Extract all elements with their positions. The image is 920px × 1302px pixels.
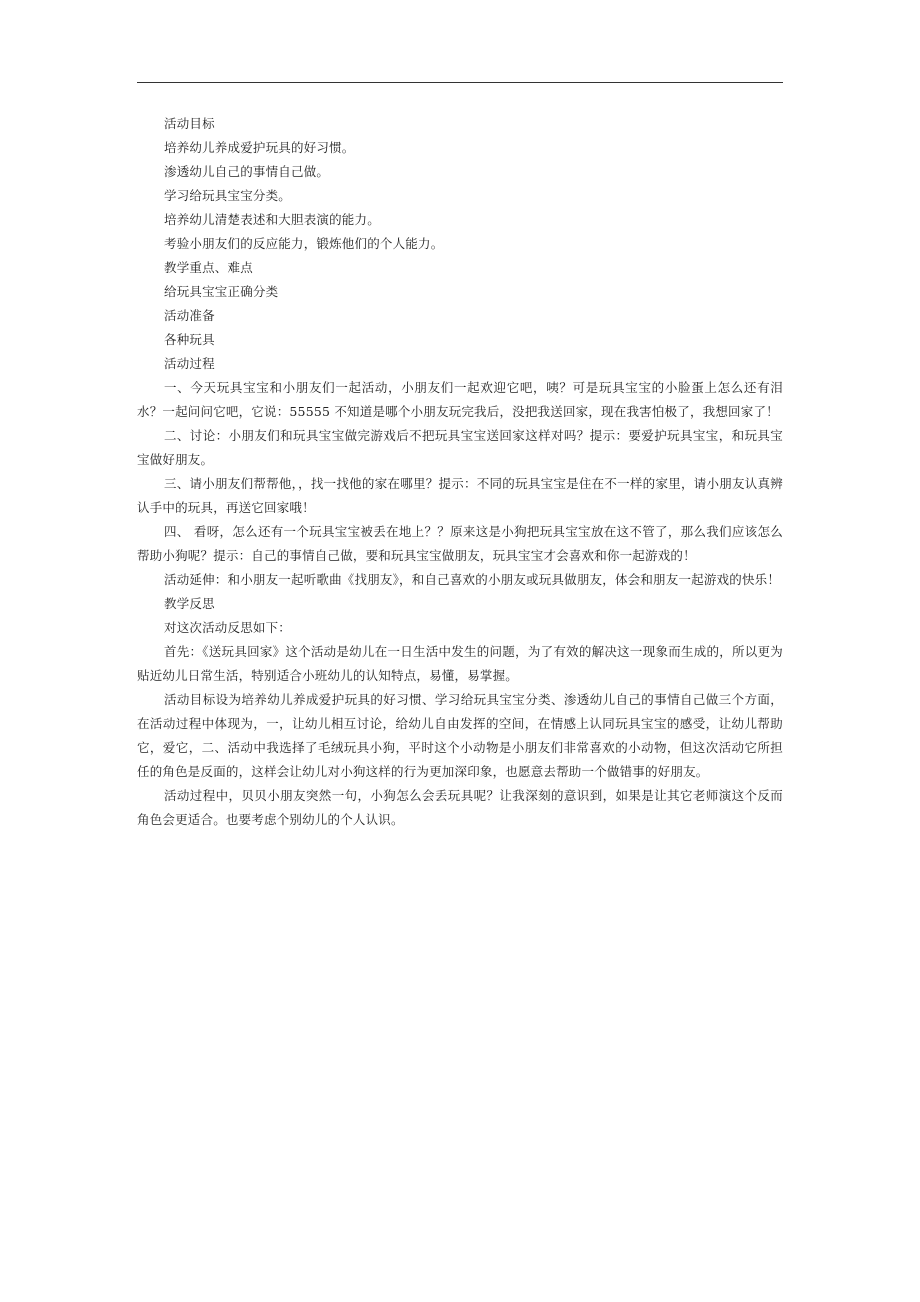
- reflection-paragraph: 活动过程中，贝贝小朋友突然一句，小狗怎么会丢玩具呢？让我深刻的意识到，如果是让其它老师演这个反而角色会更适合。也要考虑个别幼儿的个人认识。: [137, 788, 783, 827]
- preparation-text: 各种玩具: [164, 332, 215, 347]
- goal-item: 渗透幼儿自己的事情自己做。: [164, 164, 330, 179]
- process-step-1: 一、今天玩具宝宝和小朋友们一起活动，小朋友们一起欢迎它吧，咦？可是玩具宝宝的小脸蛋上怎么还有泪水？一起问问它吧，它说：55555 不知道是哪个小朋友玩完我后，没把我送回家，现在我害怕极了，我想回家了！: [137, 380, 783, 419]
- key-point-text: 给玩具宝宝正确分类: [164, 284, 279, 299]
- reflection-intro: 对这次活动反思如下：: [164, 620, 292, 635]
- heading-reflection: 教学反思: [164, 596, 215, 611]
- process-step-3: 三、请小朋友们帮帮他，，找一找他的家在哪里？提示：不同的玩具宝宝是住在不一样的家里，请小朋友认真辨认手中的玩具，再送它回家哦！: [137, 476, 783, 515]
- heading-activity-goals: 活动目标: [164, 116, 215, 131]
- reflection-paragraph: 活动目标设为培养幼儿养成爱护玩具的好习惯、学习给玩具宝宝分类、渗透幼儿自己的事情自己做三个方面，在活动过程中体现为，一，让幼儿相互讨论，给幼儿自由发挥的空间，在情感上认同玩具宝宝的感受，让幼儿帮助它，爱它，二、活动中我选择了毛绒玩具小狗，平时这个小动物是小朋友们非常喜欢的小动物，但这次活动它所担任的角色是反面的，这样会让幼儿对小狗这样的行为更加深印象，也愿意去帮助一个做错事的好朋友。: [137, 692, 783, 779]
- heading-process: 活动过程: [164, 356, 215, 371]
- goal-item: 培养幼儿养成爱护玩具的好习惯。: [164, 140, 355, 155]
- activity-extension: 活动延伸：和小朋友一起听歌曲《找朋友》，和自己喜欢的小朋友或玩具做朋友，体会和朋友一起游戏的快乐！: [164, 572, 781, 587]
- header-rule: [137, 82, 783, 83]
- reflection-paragraph: 首先：《送玩具回家》这个活动是幼儿在一日生活中发生的问题，为了有效的解决这一现象而生成的，所以更为贴近幼儿日常生活，特别适合小班幼儿的认知特点，易懂，易掌握。: [137, 644, 783, 683]
- heading-key-points: 教学重点、难点: [164, 260, 253, 275]
- process-step-2: 二、讨论：小朋友们和玩具宝宝做完游戏后不把玩具宝宝送回家这样对吗？提示：要爱护玩具宝宝，和玩具宝宝做好朋友。: [137, 428, 783, 467]
- goal-item: 培养幼儿清楚表述和大胆表演的能力。: [164, 212, 380, 227]
- goal-item: 学习给玩具宝宝分类。: [164, 188, 292, 203]
- process-step-4: 四、 看呀，怎么还有一个玩具宝宝被丢在地上？？原来这是小狗把玩具宝宝放在这不管了，那么我们应该怎么帮助小狗呢？提示：自己的事情自己做，要和玩具宝宝做朋友，玩具宝宝才会喜欢和你一起游戏的！: [137, 524, 783, 563]
- document-body: [137, 112, 783, 832]
- heading-preparation: 活动准备: [164, 308, 215, 323]
- goal-item: 考验小朋友们的反应能力，锻炼他们的个人能力。: [164, 236, 444, 251]
